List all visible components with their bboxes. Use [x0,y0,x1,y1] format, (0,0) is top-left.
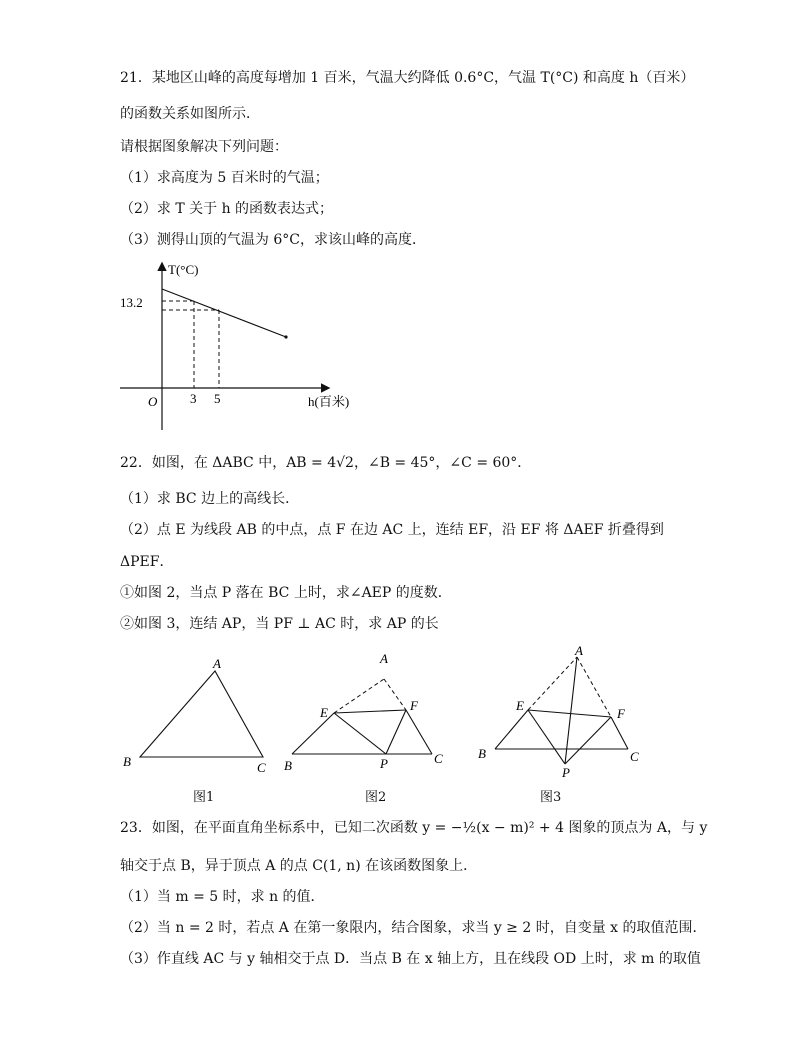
figure-3 [478,644,639,780]
q21-part1: （1）求高度为 5 百米时的气温； [120,170,329,186]
fig3-label-P: P [562,765,570,780]
q23-stem-line1: 23．如图，在平面直角坐标系中，已知二次函数 y = −½(x − m)² + 4 图象的顶点为 A，与 y [120,820,708,836]
fig3-label-E: E [516,698,524,713]
fig3-label-F: F [617,706,625,721]
function-line [162,289,286,337]
fig2-label-F: F [410,698,418,713]
fig2-caption: 图2 [365,790,387,805]
fig3-caption: 图3 [540,790,562,805]
q23-part1: （1）当 m = 5 时，求 n 的值． [120,889,325,905]
fig2-label-E: E [320,705,328,720]
q22-figures [110,644,670,784]
fig1-label-A: A [213,656,221,671]
q21-graph [110,258,370,438]
fig3-label-C: C [630,749,639,764]
fig2-label-B: B [284,758,292,773]
figure-2 [284,651,443,773]
fig3-label-B: B [478,746,486,761]
origin-label: O [148,394,158,409]
y-axis-label: T(°C) [168,262,199,277]
fig3-label-A: A [575,644,583,658]
q23-stem-line2: 轴交于点 B，异于顶点 A 的点 C(1, n) 在该函数图象上． [120,858,478,874]
line-endpoint [284,335,287,338]
q21-stem-line1: 21．某地区山峰的高度每增加 1 百米，气温大约降低 0.6°C，气温 T(°C) 和高度 h（百米） [120,70,695,86]
q22-part1: （1）求 BC 边上的高线长． [120,491,300,507]
q23-part2: （2）当 n = 2 时，若点 A 在第一象限内，结合图象，求当 y ≥ 2 时，自变量 x 的取值范围． [120,920,707,936]
x-tick-5: 5 [214,391,221,406]
fig1-label-C: C [257,760,266,775]
fig2-label-A: A [380,651,388,666]
y-tick-13.2: 13.2 [120,295,143,310]
q22-part2-line2: ΔPEF． [120,554,174,570]
fig2-label-C: C [434,751,443,766]
q22-part2-line1: （2）点 E 为线段 AB 的中点，点 F 在边 AC 上，连结 EF，沿 EF 将 ΔAEF 折叠得到 [120,522,664,538]
x-tick-3: 3 [190,391,197,406]
q22-sub1: ①如图 2，当点 P 落在 BC 上时，求∠AEP 的度数． [120,585,452,601]
figure-1 [123,656,266,775]
fig1-caption: 图1 [193,790,215,805]
fig2-label-P: P [380,756,388,771]
q21-part2: （2）求 T 关于 h 的函数表达式； [120,201,334,217]
q23-part3: （3）作直线 AC 与 y 轴相交于点 D．当点 B 在 x 轴上方，且在线段 OD 上时，求 m 的取值 [120,951,701,967]
q21-instruction: 请根据图象解决下列问题： [120,139,288,155]
x-axis-label: h(百米) [308,394,350,409]
q22-sub2: ②如图 3，连结 AP，当 PF ⊥ AC 时，求 AP 的长 [120,616,439,632]
q22-stem: 22．如图，在 ΔABC 中，AB = 4√2，∠B = 45°，∠C = 60°． [120,455,532,471]
q21-stem-line2: 的函数关系如图所示． [120,106,260,122]
fig1-label-B: B [123,754,131,769]
q21-part3: （3）测得山顶的气温为 6°C，求该山峰的高度． [120,232,426,248]
